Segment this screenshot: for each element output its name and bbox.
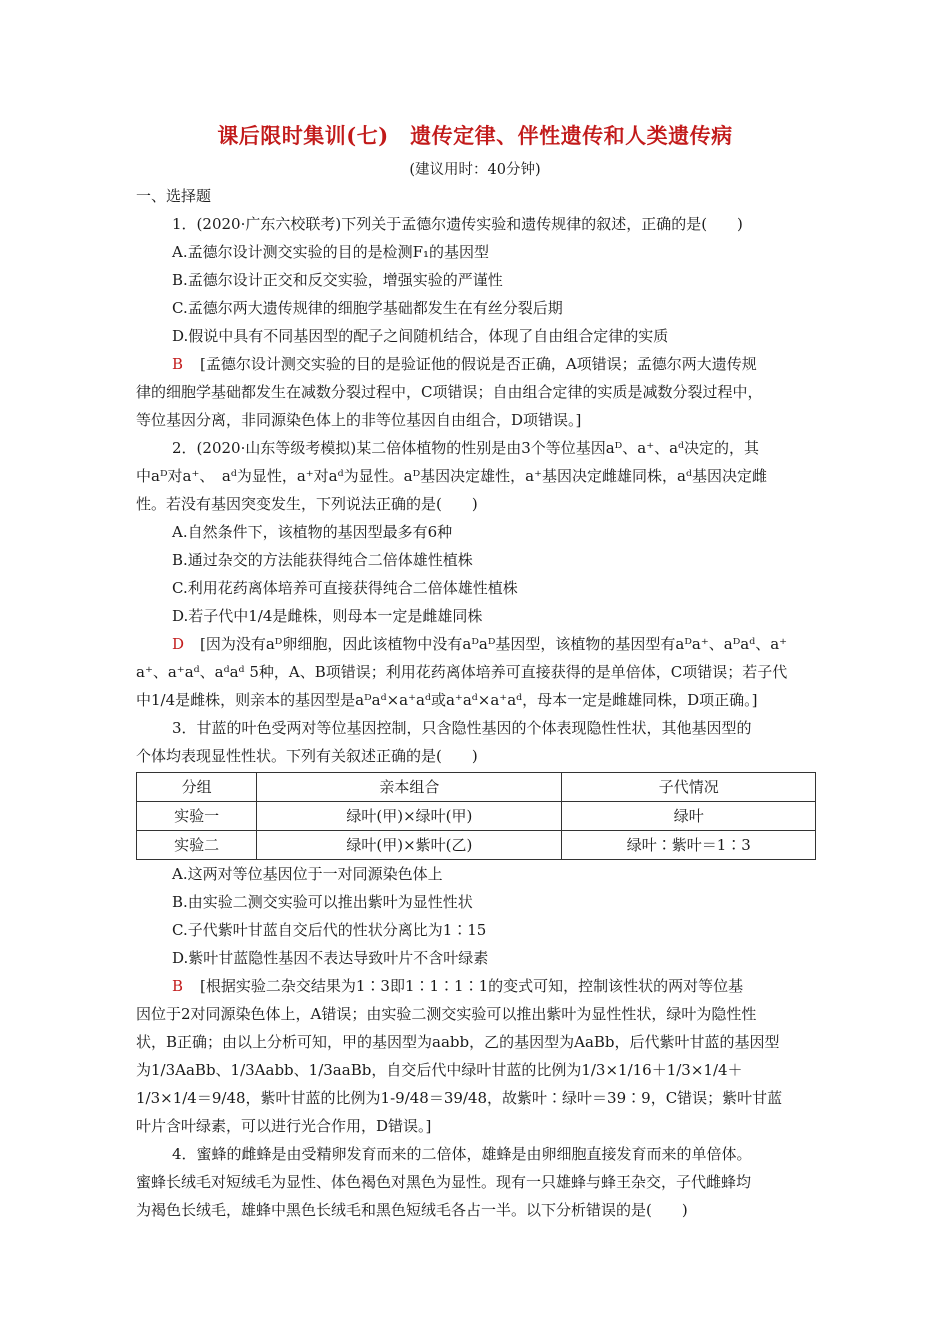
q1-answer: B	[172, 355, 184, 373]
q3-option-a: A.这两对等位基因位于一对同源染色体上	[172, 865, 443, 883]
table-header-cell: 子代情况	[562, 773, 816, 802]
table-cell: 实验一	[137, 802, 257, 831]
q4-stem: 蜜蜂长绒毛对短绒毛为显性、体色褐色对黑色为显性。现有一只雄蜂与蜂王杂交，子代雌蜂均	[136, 1173, 752, 1191]
suggested-time: (建议用时：40分钟)	[409, 162, 541, 178]
q3-explanation-line: 叶片含叶绿素，可以进行光合作用，D错误。]	[136, 1117, 432, 1135]
q1-option-d: D.假说中具有不同基因型的配子之间随机结合，体现了自由组合定律的实质	[172, 327, 669, 345]
table-row	[137, 831, 816, 860]
table-row	[137, 802, 816, 831]
q1-explanation-line: 等位基因分离，非同源染色体上的非等位基因自由组合，D项错误。]	[136, 411, 582, 429]
q2-stem: 2．(2020·山东等级考模拟)某二倍体植物的性别是由3个等位基因aᴰ、a⁺、aᵈ决定的，其	[172, 439, 760, 457]
q3-answer: B	[172, 977, 184, 995]
q2-answer: D	[172, 635, 185, 653]
table-cell: 绿叶(甲)×紫叶(乙)	[257, 831, 562, 860]
q3-option-d: D.紫叶甘蓝隐性基因不表达导致叶片不含叶绿素	[172, 949, 489, 967]
q2-stem: 性。若没有基因突变发生，下列说法正确的是( )	[136, 495, 478, 513]
table-header-cell: 分组	[137, 773, 257, 802]
q2-explanation-text: [因为没有aᴰ卵细胞，因此该植物中没有aᴰaᴰ基因型，该植物的基因型有aᴰa⁺、aᴰaᵈ、a⁺	[200, 635, 788, 653]
table-cell: 绿叶∶紫叶＝1∶3	[562, 831, 816, 860]
q2-explanation-line: 中1/4是雌株，则亲本的基因型是aᴰaᵈ×a⁺aᵈ或a⁺aᵈ×a⁺aᵈ，母本一定是雌雄同株，D项正确。]	[136, 691, 758, 709]
table-header-cell: 亲本组合	[257, 773, 562, 802]
q1-option-b: B.孟德尔设计正交和反交实验，增强实验的严谨性	[172, 271, 503, 289]
q3-table	[136, 772, 816, 860]
q2-option-c: C.利用花药离体培养可直接获得纯合二倍体雄性植株	[172, 579, 518, 597]
q4-stem: 4．蜜蜂的雌蜂是由受精卵发育而来的二倍体，雄蜂是由卵细胞直接发育而来的单倍体。	[172, 1145, 752, 1163]
q1-explanation-line: 律的细胞学基础都发生在减数分裂过程中，C项错误；自由组合定律的实质是减数分裂过程中，	[136, 383, 763, 401]
q3-explanation-line: 1/3×1/4＝9/48，紫叶甘蓝的比例为1-9/48＝39/48，故紫叶∶绿叶＝39∶9，C错误；紫叶甘蓝	[136, 1089, 783, 1107]
table-header-row	[137, 773, 816, 802]
page-title: 课后限时集训(七) 遗传定律、伴性遗传和人类遗传病	[217, 123, 733, 148]
section-heading: 一、选择题	[136, 187, 212, 205]
table-cell: 实验二	[137, 831, 257, 860]
q2-stem: 中aᴰ对a⁺、 aᵈ为显性，a⁺对aᵈ为显性。aᴰ基因决定雄性，a⁺基因决定雌雄同株，aᵈ基因决定雌	[136, 467, 767, 485]
q3-stem: 个体均表现显性性状。下列有关叙述正确的是( )	[136, 747, 478, 765]
q1-explanation-text: [孟德尔设计测交实验的目的是验证他的假说是否正确，A项错误；孟德尔两大遗传规	[200, 355, 757, 373]
q3-explanation-line: 为1/3AaBb、1/3Aabb、1/3aaBb，自交后代中绿叶甘蓝的比例为1/3×1/16＋1/3×1/4＋	[136, 1061, 743, 1079]
question-body	[136, 182, 816, 1224]
q3-explanation-line: 因位于2对同源染色体上，A错误；由实验二测交实验可以推出紫叶为显性性状，绿叶为隐性性	[136, 1005, 757, 1023]
q1-option-c: C.孟德尔两大遗传规律的细胞学基础都发生在有丝分裂后期	[172, 299, 563, 317]
q3-explanation-line: 状，B正确；由以上分析可知，甲的基因型为aabb，乙的基因型为AaBb，后代紫叶甘蓝的基因型	[136, 1033, 780, 1051]
q2-option-a: A.自然条件下，该植物的基因型最多有6种	[172, 523, 453, 541]
q1-stem: 1．(2020·广东六校联考)下列关于孟德尔遗传实验和遗传规律的叙述，正确的是( )	[172, 215, 743, 233]
table-cell: 绿叶(甲)×绿叶(甲)	[257, 802, 562, 831]
q2-explanation-line	[136, 630, 816, 658]
q3-explanation-text: [根据实验二杂交结果为1∶3即1∶1∶1∶1的变式可知，控制该性状的两对等位基	[200, 977, 744, 995]
q3-option-c: C.子代紫叶甘蓝自交后代的性状分离比为1∶15	[172, 921, 487, 939]
q3-explanation-line	[136, 972, 816, 1000]
q1-option-a: A.孟德尔设计测交实验的目的是检测F₁的基因型	[172, 243, 490, 261]
q3-option-b: B.由实验二测交实验可以推出紫叶为显性性状	[172, 893, 473, 911]
q2-option-d: D.若子代中1/4是雌株，则母本一定是雌雄同株	[172, 607, 483, 625]
q2-explanation-line: a⁺、a⁺aᵈ、aᵈaᵈ 5种，A、B项错误；利用花药离体培养可直接获得的是单倍体，C项错误；若子代	[136, 663, 788, 681]
q3-stem: 3．甘蓝的叶色受两对等位基因控制，只含隐性基因的个体表现隐性性状，其他基因型的	[172, 719, 752, 737]
q2-option-b: B.通过杂交的方法能获得纯合二倍体雄性植株	[172, 551, 473, 569]
q1-explanation-line	[136, 350, 816, 378]
q4-stem: 为褐色长绒毛，雄蜂中黑色长绒毛和黑色短绒毛各占一半。以下分析错误的是( )	[136, 1201, 688, 1219]
table-cell: 绿叶	[562, 802, 816, 831]
